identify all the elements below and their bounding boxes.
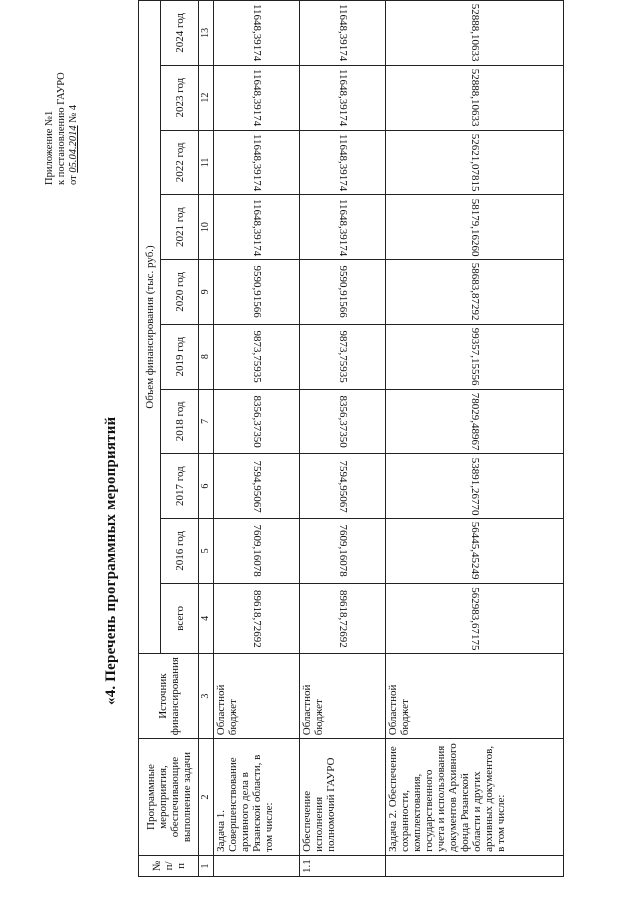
header-year: 2021 год xyxy=(161,195,199,260)
header-total: всего xyxy=(161,583,199,653)
row-value: 7609,16078 xyxy=(214,519,300,584)
header-year: 2022 год xyxy=(161,130,199,195)
row-num xyxy=(386,855,564,876)
col-index: 6 xyxy=(199,454,214,519)
row-value: 52888,10633 xyxy=(386,1,564,66)
row-value: 11648,39174 xyxy=(214,195,300,260)
row-value: 89618,72692 xyxy=(214,583,300,653)
row-value: 11648,39174 xyxy=(214,1,300,66)
row-name: Обеспечение исполнения полномочий ГАУРО xyxy=(300,739,386,856)
row-name: Задача 1. Совершенствование архивного дела в Рязанской области, в том числе: xyxy=(214,739,300,856)
row-value: 7609,16078 xyxy=(300,519,386,584)
row-value: 56445,45249 xyxy=(386,519,564,584)
col-index: 4 xyxy=(199,583,214,653)
annex-line1: Приложение №1 xyxy=(44,110,55,185)
column-index-row xyxy=(199,1,214,877)
annex-note xyxy=(44,72,80,185)
header-source: Источник финансирования xyxy=(139,654,199,739)
row-value: 11648,39174 xyxy=(300,195,386,260)
table-row xyxy=(386,1,564,877)
header-volume: Объем финансирования (тыс. руб.) xyxy=(139,1,161,654)
header-year: 2023 год xyxy=(161,65,199,130)
annex-line3 xyxy=(68,72,80,185)
annex-date: 05.04.2014 xyxy=(68,125,79,173)
row-source: Областной бюджет xyxy=(300,654,386,739)
table-row xyxy=(300,1,386,877)
row-value: 52621,07815 xyxy=(386,130,564,195)
row-value: 53891,26770 xyxy=(386,454,564,519)
row-value: 11648,39174 xyxy=(214,65,300,130)
col-index: 3 xyxy=(199,654,214,739)
col-index: 1 xyxy=(199,855,214,876)
header-measures: Программные мероприятия, обеспечивающие выполнение задачи xyxy=(139,739,199,856)
row-source: Областной бюджет xyxy=(214,654,300,739)
row-value: 99357,15556 xyxy=(386,324,564,389)
col-index: 7 xyxy=(199,389,214,454)
row-name: Задача 2. Обеспечение сохранности, комплектования, государственного учета и использования документов Архивного фонда Рязанской области и других архивных документов, в том числе: xyxy=(386,739,564,856)
row-value: 9590,91566 xyxy=(214,260,300,325)
row-value: 8356,37350 xyxy=(214,389,300,454)
header-year: 2018 год xyxy=(161,389,199,454)
row-value: 58179,16260 xyxy=(386,195,564,260)
col-index: 13 xyxy=(199,1,214,66)
row-value: 11648,39174 xyxy=(300,65,386,130)
row-value: 8356,37350 xyxy=(300,389,386,454)
col-index: 11 xyxy=(199,130,214,195)
row-value: 11648,39174 xyxy=(300,1,386,66)
row-value: 9873,75935 xyxy=(214,324,300,389)
col-index: 2 xyxy=(199,739,214,856)
row-num xyxy=(214,855,300,876)
row-value: 9590,91566 xyxy=(300,260,386,325)
annex-line2: к постановлению ГАУРО xyxy=(56,72,67,185)
header-year: 2017 год xyxy=(161,454,199,519)
row-value: 11648,39174 xyxy=(214,130,300,195)
header-num: № п/п xyxy=(139,855,199,876)
col-index: 9 xyxy=(199,260,214,325)
row-value: 52888,10633 xyxy=(386,65,564,130)
annex-number: № 4 xyxy=(68,104,79,123)
col-index: 12 xyxy=(199,65,214,130)
annex-from: от xyxy=(68,175,79,185)
row-value: 9873,75935 xyxy=(300,324,386,389)
row-source: Областной бюджет xyxy=(386,654,564,739)
col-index: 5 xyxy=(199,519,214,584)
row-value: 7594,95067 xyxy=(214,454,300,519)
row-value: 7594,95067 xyxy=(300,454,386,519)
measures-table xyxy=(138,0,564,877)
header-year: 2016 год xyxy=(161,519,199,584)
row-value: 11648,39174 xyxy=(300,130,386,195)
row-value: 58683,87292 xyxy=(386,260,564,325)
col-index: 8 xyxy=(199,324,214,389)
row-num: 1.1 xyxy=(300,855,386,876)
page-title: «4. Перечень программных мероприятий xyxy=(103,416,119,705)
header-year: 2019 год xyxy=(161,324,199,389)
header-year: 2024 год xyxy=(161,1,199,66)
table-row xyxy=(214,1,300,877)
col-index: 10 xyxy=(199,195,214,260)
row-value: 89618,72692 xyxy=(300,583,386,653)
row-value: 78029,48967 xyxy=(386,389,564,454)
header-year: 2020 год xyxy=(161,260,199,325)
row-value: 562983,67175 xyxy=(386,583,564,653)
